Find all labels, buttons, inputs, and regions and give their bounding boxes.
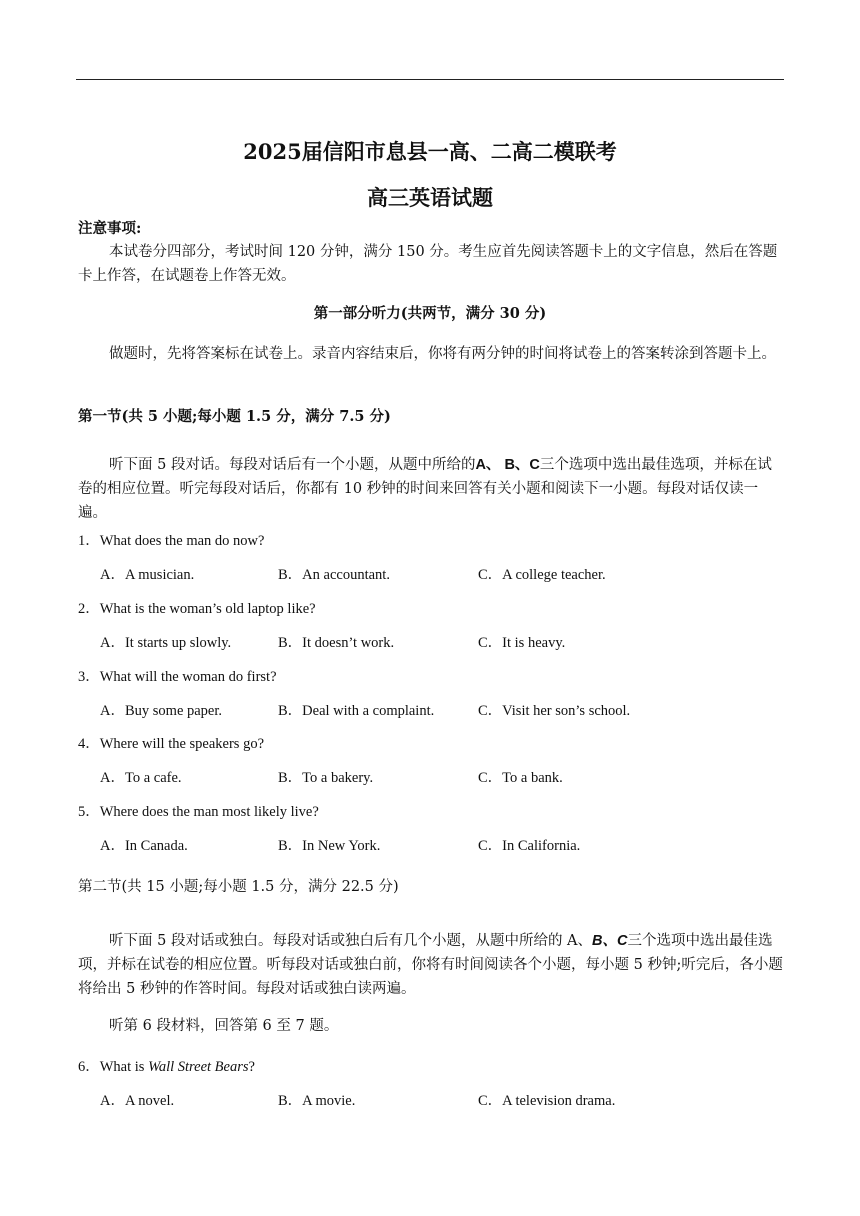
section1-instruction-abc: A、 B、C <box>475 457 540 473</box>
question-5-option-b[interactable]: B．In New York. <box>278 838 381 854</box>
section1-instruction <box>78 453 784 525</box>
question-6-option-a[interactable]: A．A novel. <box>100 1093 175 1109</box>
question-1-stem: 1．What does the man do now? <box>78 533 265 549</box>
part1-heading: 第一部分听力(共两节，满分 30 分) <box>313 305 547 322</box>
section2-heading: 第二节(共 15 小题;每小题 1.5 分，满分 22.5 分) <box>78 879 399 895</box>
question-3-option-a[interactable]: A．Buy some paper. <box>100 703 223 719</box>
part1-instruction: 做题时，先将答案标在试卷上。录音内容结束后，你将有两分钟的时间将试卷上的答案转涂到答题卡上。 <box>109 346 776 362</box>
notice-text: 本试卷分四部分，考试时间 120 分钟，满分 150 分。考生应首先阅读答题卡上的文字信息，然后在答题卡上作答，在试题卷上作答无效。 <box>78 244 778 284</box>
question-6-option-c[interactable]: C．A television drama. <box>478 1093 616 1109</box>
question-4-option-a[interactable]: A．To a cafe. <box>100 770 182 786</box>
question-5-option-c[interactable]: C．In California. <box>478 838 581 854</box>
question-6-stem <box>78 1056 255 1078</box>
section2-instruction-bc: B、C <box>592 933 628 949</box>
top-rule <box>76 79 784 80</box>
question-5-stem: 5．Where does the man most likely live? <box>78 804 319 820</box>
question-1-option-c[interactable]: C．A college teacher. <box>478 567 606 583</box>
exam-subtitle: 高三英语试题 <box>367 185 493 210</box>
question-6-stem-prefix: 6．What is <box>78 1059 149 1075</box>
question-5-option-a[interactable]: A．In Canada. <box>100 838 188 854</box>
question-3-option-c[interactable]: C．Visit her son’s school. <box>478 703 631 719</box>
question-3-stem: 3．What will the woman do first? <box>78 669 277 685</box>
question-1-option-a[interactable]: A．A musician. <box>100 567 195 583</box>
question-3-option-b[interactable]: B．Deal with a complaint. <box>278 703 435 719</box>
section2-instruction-part2: 三个选项中选出最佳选项，并标在试卷的相应位置。听每段对话或独白前，你将有时间阅读各个小题，每小题 5 秒钟;听完后，各小题将给出 5 秒钟的作答时间。每段对话或独白读两遍。 <box>78 933 783 997</box>
notice-heading: 注意事项: <box>78 220 142 237</box>
question-1-option-b[interactable]: B．An accountant. <box>278 567 390 583</box>
section2-instruction-part1: 听下面 5 段对话或独白。每段对话或独白后有几个小题，从题中所给的 A、 <box>109 933 593 949</box>
question-4-option-b[interactable]: B．To a bakery. <box>278 770 374 786</box>
question-2-option-a[interactable]: A．It starts up slowly. <box>100 635 232 651</box>
exam-title: 2025届信阳市息县一高、二高二模联考 <box>243 139 617 164</box>
question-2-option-c[interactable]: C．It is heavy. <box>478 635 566 651</box>
question-4-stem: 4．Where will the speakers go? <box>78 736 265 752</box>
question-6-option-b[interactable]: B．A movie. <box>278 1093 356 1109</box>
question-6-stem-suffix: ? <box>248 1059 255 1075</box>
section1-heading: 第一节(共 5 小题;每小题 1.5 分，满分 7.5 分) <box>78 408 391 425</box>
material-6-note: 听第 6 段材料，回答第 6 至 7 题。 <box>109 1018 339 1034</box>
question-6-stem-title: Wall Street Bears <box>148 1059 249 1075</box>
section2-instruction <box>78 929 784 1001</box>
section1-instruction-part2: 三个选项中选出最佳选项，并标在试卷的相应位置。听完每段对话后，你都有 10 秒钟的时间来回答有关小题和阅读下一小题。每段对话仅读一遍。 <box>78 457 772 521</box>
section1-instruction-part1: 听下面 5 段对话。每段对话后有一个小题，从题中所给的 <box>109 457 476 473</box>
question-2-option-b[interactable]: B．It doesn’t work. <box>278 635 395 651</box>
question-2-stem: 2．What is the woman’s old laptop like? <box>78 601 316 617</box>
question-4-option-c[interactable]: C．To a bank. <box>478 770 563 786</box>
